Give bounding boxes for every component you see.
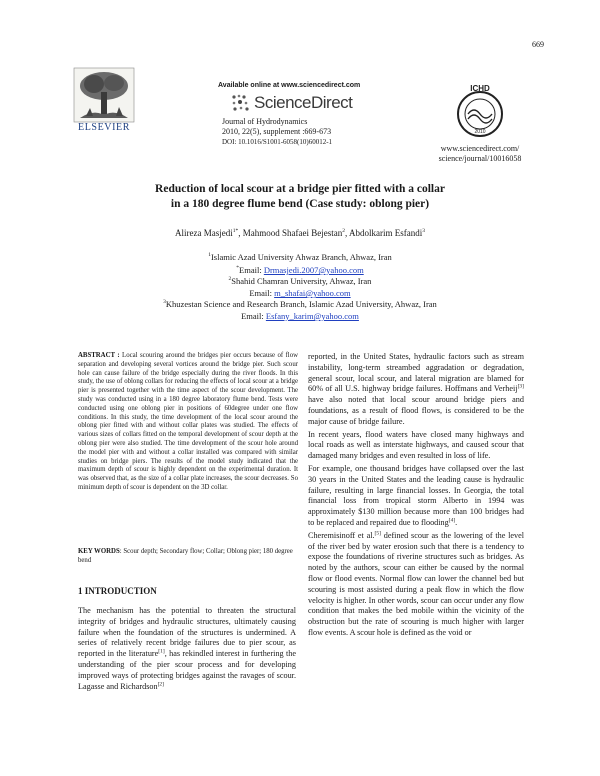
citation-ref-5[interactable]: [5] (374, 530, 381, 537)
paragraph-1 (308, 352, 524, 428)
citation-ref-2[interactable]: [2] (157, 680, 164, 687)
author-1-sup: 1* (232, 228, 239, 234)
email1-label: Email: (239, 265, 264, 275)
intro-text-2: , has rekindled interest in furthering the understanding of the pier scour process and for developing improved ways of protecting bridges against the ravages of scour. Lagasse and Richardson (78, 649, 296, 691)
email2-label: Email: (249, 288, 275, 298)
affiliation-1 (80, 252, 520, 263)
right-header (420, 82, 540, 164)
abstract-text: Local scouring around the bridges pier occurs because of flow separation and developing several vortices around the bridge pier. Such scour hole can cause failure of the bridge especially during the river floods. In this study, the use of oblong collars for reducing the effects of local scour at a bridge pier is presented together with the time aspect of the scour development. The study was conducted using in a 180 degree laboratory flume bend. Tests were conducted using one oblong pier in positions of 60degree under one flow conditions. In this study, the time development of the local scour around the oblong pier fitted with and without collar plates was studied. The effects of various sizes of collars fitted on the temporal development of scour depth at the oblong pier were also studied. The time development of the scour hole around the model pier with and without a collar installed was compared with similar studies on bridge piers. The results of the model study indicated that the maximum depth of scour is highly dependent on the experimental duration. It was observed that, as the size of a collar plate increases, the scour decreases. So minimum depth of scour is dependent on the 3D collar. (78, 352, 299, 491)
journal-volume: 2010, 22(5), supplement :669-673 (222, 127, 332, 136)
aff2-text: Shahid Chamran University, Ahwaz, Iran (231, 276, 372, 286)
ichd-logo-year: 2010 (474, 129, 486, 135)
email-1 (80, 265, 520, 276)
journal-url-line1: www.sciencedirect.com/ (440, 144, 520, 153)
rc-text-2: have also noted that local scour around bridge piers and foundations, as a result of flood flows, is considered to be the major cause of bridge failure. (308, 395, 524, 426)
rc-text-6: defined scour as the lowering of the level of the river bed by water erosion such that there is a tendency to expose the foundations of riverine structures such as bridges. As noted by the authors, scour can either be caused by the normal flow or flood events. Normal flow can lower the channel bed but scouring is most assisted during a peak flow in which the flow velocity is higher. In other words, scour can occur under any flow condition that makes the bed mobile within the vicinity of the obstruction but the rate of scouring is much higher with larger flow events. A scour hole is defined as the void or (308, 530, 525, 637)
right-column-body (308, 352, 524, 639)
email-3-link[interactable]: Esfany_karim@yahoo.com (265, 311, 359, 321)
author-list (80, 228, 520, 238)
abstract (78, 352, 298, 493)
sciencedirect-dots-icon (230, 93, 252, 113)
email-2-link[interactable]: m_shafai@yahoo.com (274, 288, 351, 298)
paragraph-2: In recent years, flood waters have closed many highways and local roads as well as interstate highways, and caused scour that damaged many bridges and even resulted in loss of life. (308, 429, 524, 461)
paper-title (80, 182, 520, 212)
intro-text-1: The mechanism has the potential to threaten the structural integrity of bridges and hydraulic structures, ultimately causing failure when the foundation of the structures is undermined. A series of relatively recent bridge failures due to pier scour, as reported in the literature (78, 606, 296, 659)
aff1-text: Islamic Azad University Ahwaz Branch, Ahwaz, Iran (210, 252, 392, 262)
sciencedirect-logo (210, 93, 390, 113)
rc-text-3: For example, one thousand bridges have collapsed over the last 30 years in the United States and the leading cause is hydraulic failure, resulting in large financial losses. In Georgia, the total financial loss from tropical storm Alberto in 1994 was approximately $130 million because more than 100 bridges had to be replaced and repaired due to flooding (308, 463, 524, 527)
ichd-logo-label: ICHD (470, 84, 490, 93)
ichd-logo-icon (452, 82, 508, 142)
journal-citation (210, 117, 390, 147)
citation-ref-3[interactable]: [3] (517, 383, 524, 390)
paper-title-line2: in a 180 degree flume bend (Case study: oblong pier) (170, 198, 430, 210)
publisher-logo (72, 66, 136, 133)
journal-url (420, 144, 540, 164)
journal-doi: DOI: 10.1016/S1001-6058(10)60012-1 (222, 138, 333, 146)
paper-title-line1: Reduction of local scour at a bridge pier fitted with a collar (155, 183, 445, 195)
author-3: , Abdolkarim Esfandi (344, 228, 423, 238)
email3-label: Email: (241, 311, 266, 321)
paragraph-3 (308, 464, 524, 529)
rc-text-5: Cheremisinoff et al. (308, 530, 375, 540)
affiliation-2 (80, 276, 520, 287)
author-1: Alireza Masjedi (175, 228, 233, 238)
aff1-sup: 1 (208, 252, 211, 259)
page-number: 669 (532, 40, 544, 49)
citation-ref-1[interactable]: [1] (158, 648, 165, 655)
sciencedirect-wordmark: ScienceDirect (254, 93, 353, 112)
keywords-label: KEY WORDS (78, 548, 120, 555)
abstract-label: ABSTRACT : (78, 352, 120, 359)
affiliation-3 (80, 299, 520, 310)
author-2-sup: 2 (342, 228, 345, 234)
paragraph-4 (308, 531, 524, 639)
aff3-sup: 3 (163, 299, 166, 306)
citation-ref-4[interactable]: [4] (448, 517, 456, 524)
author-3-sup: 3 (422, 228, 425, 234)
author-2: , Mahmood Shafaei Bejestan (238, 228, 343, 238)
email-2 (80, 288, 520, 299)
rc-text-1: reported, in the United States, hydraulic factors such as stream instability, long-term streambed aggradation or degradation, general scour, local scour, and lateral migration are blamed for 60% of all U.S. highway bridge failures. Hoffmans and Verheij (308, 352, 524, 394)
introduction-paragraph (78, 606, 296, 692)
journal-header (210, 82, 390, 147)
aff3-text: Khuzestan Science and Research Branch, Islamic Azad University, Ahwaz, Iran (165, 299, 437, 309)
section-heading-introduction: 1 INTRODUCTION (78, 586, 157, 596)
rc-text-4: . (455, 517, 458, 527)
keywords (78, 548, 298, 566)
available-online-text: Available online at www.sciencedirect.com (218, 82, 361, 89)
journal-name: Journal of Hydrodynamics (222, 117, 308, 126)
email-1-link[interactable]: Drmasjedi.2007@yahoo.com (263, 265, 364, 275)
email-3 (80, 311, 520, 322)
aff2-sup: 2 (228, 276, 232, 283)
keywords-text: : Scour depth; Secondary flow; Collar; Oblong pier; 180 degree bend (78, 548, 293, 564)
elsevier-tree-icon (72, 66, 136, 124)
journal-url-line2: science/journal/10016058 (438, 154, 522, 163)
email1-sup: * (236, 265, 240, 272)
publisher-name: ELSEVIER (77, 122, 131, 133)
